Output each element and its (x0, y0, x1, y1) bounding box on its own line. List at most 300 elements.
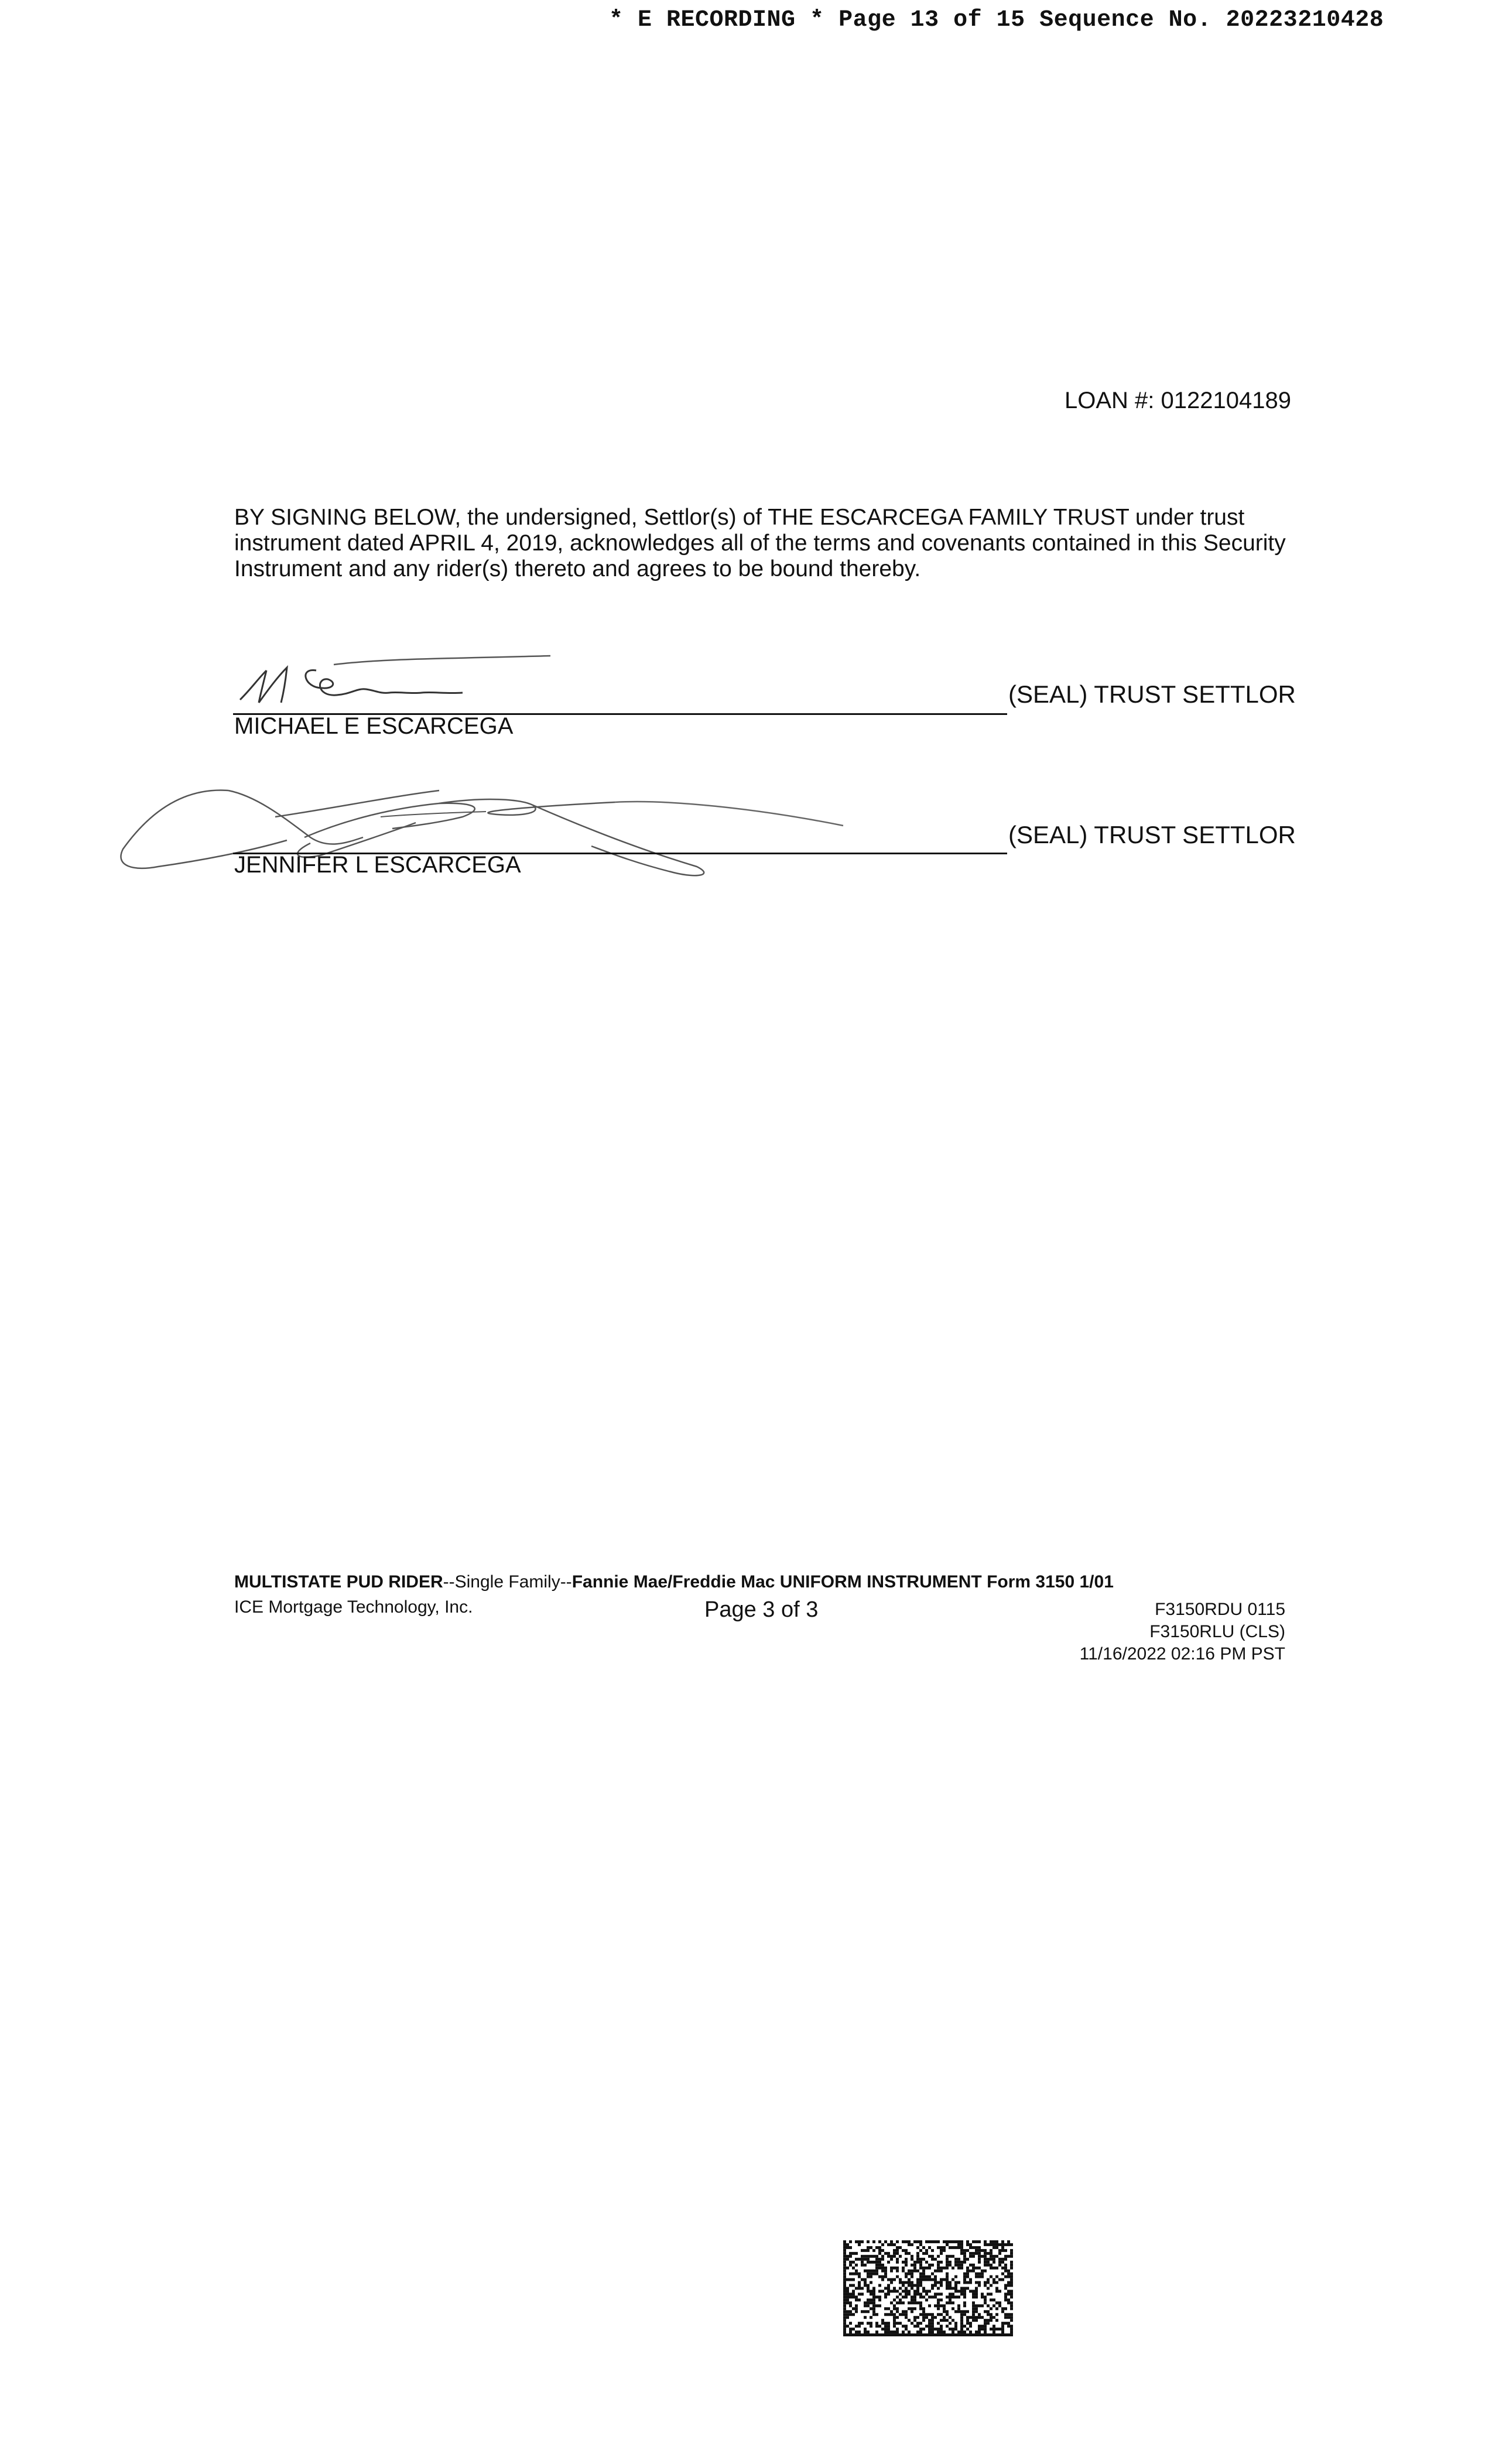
barcode-module (934, 2304, 937, 2307)
barcode-module (867, 2284, 870, 2287)
barcode-module (858, 2325, 861, 2328)
barcode-module (884, 2273, 887, 2275)
barcode-module (855, 2304, 858, 2307)
barcode-module (981, 2255, 984, 2258)
barcode-module (966, 2328, 969, 2330)
barcode-module (937, 2246, 940, 2249)
barcode-module (940, 2313, 943, 2316)
barcode-module (896, 2240, 899, 2243)
barcode-module (957, 2264, 960, 2267)
barcode-module (896, 2316, 899, 2319)
barcode-module (896, 2307, 899, 2310)
barcode-module (881, 2328, 884, 2330)
barcode-module (858, 2258, 861, 2261)
barcode-module (960, 2319, 963, 2322)
barcode-module (905, 2290, 908, 2292)
barcode-module (963, 2304, 966, 2307)
barcode-module (931, 2328, 934, 2330)
barcode-module (978, 2258, 981, 2261)
barcode-module (975, 2304, 978, 2307)
barcode-module (975, 2240, 978, 2243)
barcode-module (998, 2249, 1001, 2252)
barcode-module (987, 2333, 990, 2336)
barcode-module (972, 2264, 975, 2267)
barcode-module (957, 2267, 960, 2270)
barcode-module (954, 2325, 957, 2328)
barcode-module (937, 2270, 940, 2273)
barcode-module (864, 2270, 867, 2273)
barcode-module (998, 2252, 1001, 2255)
barcode-module (940, 2333, 943, 2336)
barcode-module (867, 2246, 870, 2249)
barcode-module (995, 2313, 998, 2316)
barcode-module (867, 2298, 870, 2301)
barcode-module (969, 2333, 972, 2336)
barcode-module (872, 2310, 875, 2313)
barcode-module (984, 2255, 987, 2258)
barcode-module (984, 2330, 987, 2333)
barcode-module (864, 2278, 867, 2281)
barcode-module (1007, 2275, 1010, 2278)
barcode-module (872, 2249, 875, 2252)
barcode-module (875, 2270, 878, 2273)
barcode-module (916, 2255, 919, 2258)
barcode-module (1001, 2333, 1004, 2336)
barcode-module (993, 2281, 995, 2284)
barcode-module (870, 2270, 872, 2273)
barcode-module (1010, 2328, 1013, 2330)
barcode-module (878, 2267, 881, 2270)
barcode-module (893, 2267, 896, 2270)
barcode-module (846, 2255, 849, 2258)
barcode-module (931, 2333, 934, 2336)
barcode-module (931, 2325, 934, 2328)
barcode-module (1001, 2258, 1004, 2261)
barcode-module (864, 2330, 867, 2333)
barcode-module (849, 2273, 852, 2275)
barcode-module (975, 2275, 978, 2278)
barcode-module (995, 2290, 998, 2292)
barcode-module (855, 2333, 858, 2336)
barcode-module (849, 2278, 852, 2281)
barcode-module (875, 2304, 878, 2307)
barcode-module (1007, 2273, 1010, 2275)
barcode-module (884, 2325, 887, 2328)
barcode-module (861, 2322, 864, 2325)
barcode-module (908, 2243, 911, 2246)
barcode-module (990, 2243, 993, 2246)
barcode-module (843, 2273, 846, 2275)
barcode-module (937, 2261, 940, 2264)
barcode-module (943, 2278, 946, 2281)
barcode-module (984, 2333, 987, 2336)
barcode-module (849, 2284, 852, 2287)
barcode-module (875, 2255, 878, 2258)
barcode-module (925, 2240, 928, 2243)
barcode-module (966, 2281, 969, 2284)
barcode-module (849, 2310, 852, 2313)
barcode-module (1001, 2240, 1004, 2243)
barcode-module (896, 2258, 899, 2261)
barcode-module (911, 2287, 913, 2290)
barcode-module (1010, 2307, 1013, 2310)
barcode-module (870, 2261, 872, 2264)
barcode-module (990, 2255, 993, 2258)
barcode-module (972, 2301, 975, 2304)
barcode-module (870, 2307, 872, 2310)
barcode-module (908, 2240, 911, 2243)
barcode-module (1001, 2330, 1004, 2333)
barcode-module (843, 2246, 846, 2249)
barcode-module (949, 2292, 952, 2295)
barcode-module (995, 2243, 998, 2246)
barcode-module (890, 2243, 893, 2246)
barcode-module (916, 2333, 919, 2336)
barcode-module (928, 2325, 931, 2328)
barcode-module (966, 2319, 969, 2322)
barcode-module (916, 2322, 919, 2325)
barcode-module (969, 2243, 972, 2246)
barcode-module (867, 2310, 870, 2313)
barcode-module (852, 2252, 855, 2255)
barcode-module (928, 2295, 931, 2298)
barcode-module (890, 2258, 893, 2261)
barcode-module (954, 2281, 957, 2284)
barcode-module (984, 2301, 987, 2304)
barcode-module (946, 2264, 949, 2267)
barcode-module (928, 2328, 931, 2330)
barcode-module (931, 2249, 934, 2252)
barcode-module (978, 2313, 981, 2316)
barcode-module (987, 2310, 990, 2313)
barcode-module (905, 2249, 908, 2252)
barcode-module (963, 2249, 966, 2252)
barcode-module (890, 2330, 893, 2333)
barcode-module (1010, 2252, 1013, 2255)
barcode-module (884, 2270, 887, 2273)
barcode-module (975, 2267, 978, 2270)
barcode-module (995, 2301, 998, 2304)
barcode-module (861, 2249, 864, 2252)
barcode-module (1010, 2304, 1013, 2307)
barcode-module (987, 2322, 990, 2325)
barcode-module (1010, 2273, 1013, 2275)
barcode-module (931, 2287, 934, 2290)
barcode-module (990, 2240, 993, 2243)
barcode-module (852, 2273, 855, 2275)
barcode-module (969, 2264, 972, 2267)
barcode-module (846, 2310, 849, 2313)
barcode-module (872, 2301, 875, 2304)
barcode-module (890, 2333, 893, 2336)
barcode-module (972, 2292, 975, 2295)
barcode-module (993, 2328, 995, 2330)
barcode-module (957, 2258, 960, 2261)
barcode-module (1007, 2313, 1010, 2316)
barcode-module (911, 2307, 913, 2310)
barcode-module (861, 2261, 864, 2264)
barcode-module (849, 2295, 852, 2298)
barcode-module (870, 2255, 872, 2258)
barcode-module (963, 2310, 966, 2313)
barcode-module (954, 2264, 957, 2267)
barcode-module (922, 2319, 925, 2322)
barcode-module (905, 2258, 908, 2261)
barcode-module (963, 2281, 966, 2284)
barcode-module (878, 2333, 881, 2336)
barcode-module (946, 2243, 949, 2246)
barcode-module (1001, 2278, 1004, 2281)
barcode-module (872, 2273, 875, 2275)
barcode-module (957, 2310, 960, 2313)
barcode-module (887, 2307, 890, 2310)
barcode-module (972, 2319, 975, 2322)
barcode-module (960, 2287, 963, 2290)
barcode-module (899, 2278, 902, 2281)
barcode-module (975, 2295, 978, 2298)
barcode-module (852, 2284, 855, 2287)
barcode-module (875, 2246, 878, 2249)
barcode-module (952, 2287, 954, 2290)
barcode-module (849, 2330, 852, 2333)
barcode-module (966, 2333, 969, 2336)
barcode-module (899, 2281, 902, 2284)
barcode-module (949, 2322, 952, 2325)
barcode-module (893, 2313, 896, 2316)
barcode-module (878, 2275, 881, 2278)
barcode-module (946, 2287, 949, 2290)
barcode-module (919, 2330, 922, 2333)
barcode-module (843, 2322, 846, 2325)
barcode-module (911, 2264, 913, 2267)
barcode-module (878, 2240, 881, 2243)
barcode-module (987, 2313, 990, 2316)
barcode-module (919, 2307, 922, 2310)
barcode-module (984, 2322, 987, 2325)
barcode-module (943, 2249, 946, 2252)
barcode-module (934, 2333, 937, 2336)
barcode-module (878, 2304, 881, 2307)
form-title (234, 1572, 1114, 1592)
barcode-module (963, 2292, 966, 2295)
barcode-module (911, 2270, 913, 2273)
barcode-module (949, 2333, 952, 2336)
form-title-name: MULTISTATE PUD RIDER (234, 1572, 443, 1592)
barcode-module (843, 2310, 846, 2313)
barcode-module (987, 2258, 990, 2261)
barcode-module (919, 2278, 922, 2281)
barcode-module (995, 2246, 998, 2249)
barcode-module (931, 2330, 934, 2333)
barcode-module (896, 2333, 899, 2336)
barcode-module (843, 2278, 846, 2281)
barcode-module (960, 2246, 963, 2249)
barcode-module (867, 2290, 870, 2292)
barcode-module (978, 2273, 981, 2275)
barcode-module (887, 2255, 890, 2258)
barcode-module (984, 2243, 987, 2246)
barcode-module (925, 2325, 928, 2328)
barcode-module (957, 2333, 960, 2336)
barcode-module (972, 2290, 975, 2292)
barcode-module (864, 2264, 867, 2267)
barcode-module (878, 2290, 881, 2292)
barcode-module (925, 2313, 928, 2316)
barcode-module (940, 2270, 943, 2273)
barcode-module (975, 2249, 978, 2252)
barcode-module (946, 2281, 949, 2284)
barcode-module (934, 2240, 937, 2243)
barcode-module (852, 2261, 855, 2264)
barcode-module (925, 2252, 928, 2255)
barcode-module (934, 2316, 937, 2319)
barcode-module (960, 2249, 963, 2252)
barcode-module (954, 2246, 957, 2249)
barcode-module (995, 2333, 998, 2336)
barcode-module (881, 2267, 884, 2270)
barcode-module (919, 2301, 922, 2304)
barcode-module (925, 2333, 928, 2336)
barcode-module (1001, 2249, 1004, 2252)
barcode-module (995, 2281, 998, 2284)
barcode-module (1007, 2301, 1010, 2304)
barcode-module (1007, 2240, 1010, 2243)
barcode-module (911, 2243, 913, 2246)
barcode-module (843, 2325, 846, 2328)
barcode-module (946, 2267, 949, 2270)
barcode-module (872, 2304, 875, 2307)
barcode-module (875, 2267, 878, 2270)
barcode-module (913, 2319, 916, 2322)
barcode-module (890, 2290, 893, 2292)
barcode-module (940, 2249, 943, 2252)
barcode-module (1010, 2261, 1013, 2264)
barcode-module (922, 2313, 925, 2316)
barcode-module (887, 2252, 890, 2255)
barcode-module (931, 2284, 934, 2287)
barcode-module (890, 2278, 893, 2281)
barcode-module (893, 2287, 896, 2290)
barcode-module (843, 2249, 846, 2252)
barcode-module (957, 2304, 960, 2307)
barcode-module (1007, 2255, 1010, 2258)
barcode-module (902, 2325, 905, 2328)
barcode-module (981, 2328, 984, 2330)
barcode-module (993, 2333, 995, 2336)
barcode-module (855, 2287, 858, 2290)
barcode-module (887, 2328, 890, 2330)
barcode-module (949, 2284, 952, 2287)
barcode-module (937, 2328, 940, 2330)
barcode-module (963, 2290, 966, 2292)
barcode-module (922, 2328, 925, 2330)
barcode-module (931, 2313, 934, 2316)
barcode-module (852, 2333, 855, 2336)
barcode-module (846, 2298, 849, 2301)
barcode-module (905, 2325, 908, 2328)
barcode-module (931, 2258, 934, 2261)
barcode-module (905, 2273, 908, 2275)
barcode-module (975, 2281, 978, 2284)
barcode-module (1001, 2243, 1004, 2246)
barcode-module (890, 2310, 893, 2313)
barcode-module (957, 2307, 960, 2310)
barcode-module (846, 2290, 849, 2292)
barcode-module (1007, 2333, 1010, 2336)
barcode-module (872, 2290, 875, 2292)
barcode-module (905, 2287, 908, 2290)
barcode-module (978, 2333, 981, 2336)
barcode-module (969, 2325, 972, 2328)
barcode-module (995, 2240, 998, 2243)
barcode-module (972, 2304, 975, 2307)
barcode-module (928, 2275, 931, 2278)
barcode-module (993, 2278, 995, 2281)
barcode-module (993, 2246, 995, 2249)
barcode-module (931, 2240, 934, 2243)
barcode-module (878, 2298, 881, 2301)
barcode-module (884, 2328, 887, 2330)
barcode-module (858, 2243, 861, 2246)
barcode-module (875, 2258, 878, 2261)
form-code: F3150RDU 0115 (1155, 1600, 1285, 1619)
barcode-module (887, 2290, 890, 2292)
barcode-module (1001, 2310, 1004, 2313)
barcode-module (928, 2333, 931, 2336)
barcode-module (870, 2292, 872, 2295)
barcode-module (987, 2252, 990, 2255)
barcode-module (960, 2267, 963, 2270)
barcode-module (922, 2310, 925, 2313)
barcode-module (984, 2310, 987, 2313)
barcode-module (984, 2270, 987, 2273)
barcode-module (987, 2281, 990, 2284)
barcode-module (981, 2295, 984, 2298)
barcode-module (896, 2249, 899, 2252)
barcode-module (899, 2292, 902, 2295)
barcode-module (954, 2240, 957, 2243)
barcode-module (902, 2290, 905, 2292)
barcode-module (843, 2258, 846, 2261)
barcode-module (966, 2270, 969, 2273)
barcode-module (928, 2264, 931, 2267)
barcode-module (960, 2330, 963, 2333)
barcode-module (902, 2270, 905, 2273)
barcode-module (864, 2284, 867, 2287)
barcode-module (937, 2330, 940, 2333)
barcode-module (981, 2249, 984, 2252)
barcode-module (890, 2267, 893, 2270)
barcode-module (867, 2275, 870, 2278)
barcode-module (946, 2278, 949, 2281)
barcode-module (993, 2316, 995, 2319)
barcode-module (972, 2295, 975, 2298)
barcode-module (954, 2310, 957, 2313)
barcode-module (872, 2255, 875, 2258)
barcode-module (919, 2313, 922, 2316)
barcode-module (963, 2275, 966, 2278)
barcode-module (893, 2255, 896, 2258)
barcode-module (937, 2307, 940, 2310)
barcode-module (946, 2284, 949, 2287)
barcode-module (952, 2333, 954, 2336)
barcode-module (943, 2267, 946, 2270)
barcode-module (949, 2287, 952, 2290)
barcode-module (919, 2240, 922, 2243)
barcode-module (995, 2328, 998, 2330)
barcode-module (890, 2301, 893, 2304)
barcode-module (940, 2292, 943, 2295)
